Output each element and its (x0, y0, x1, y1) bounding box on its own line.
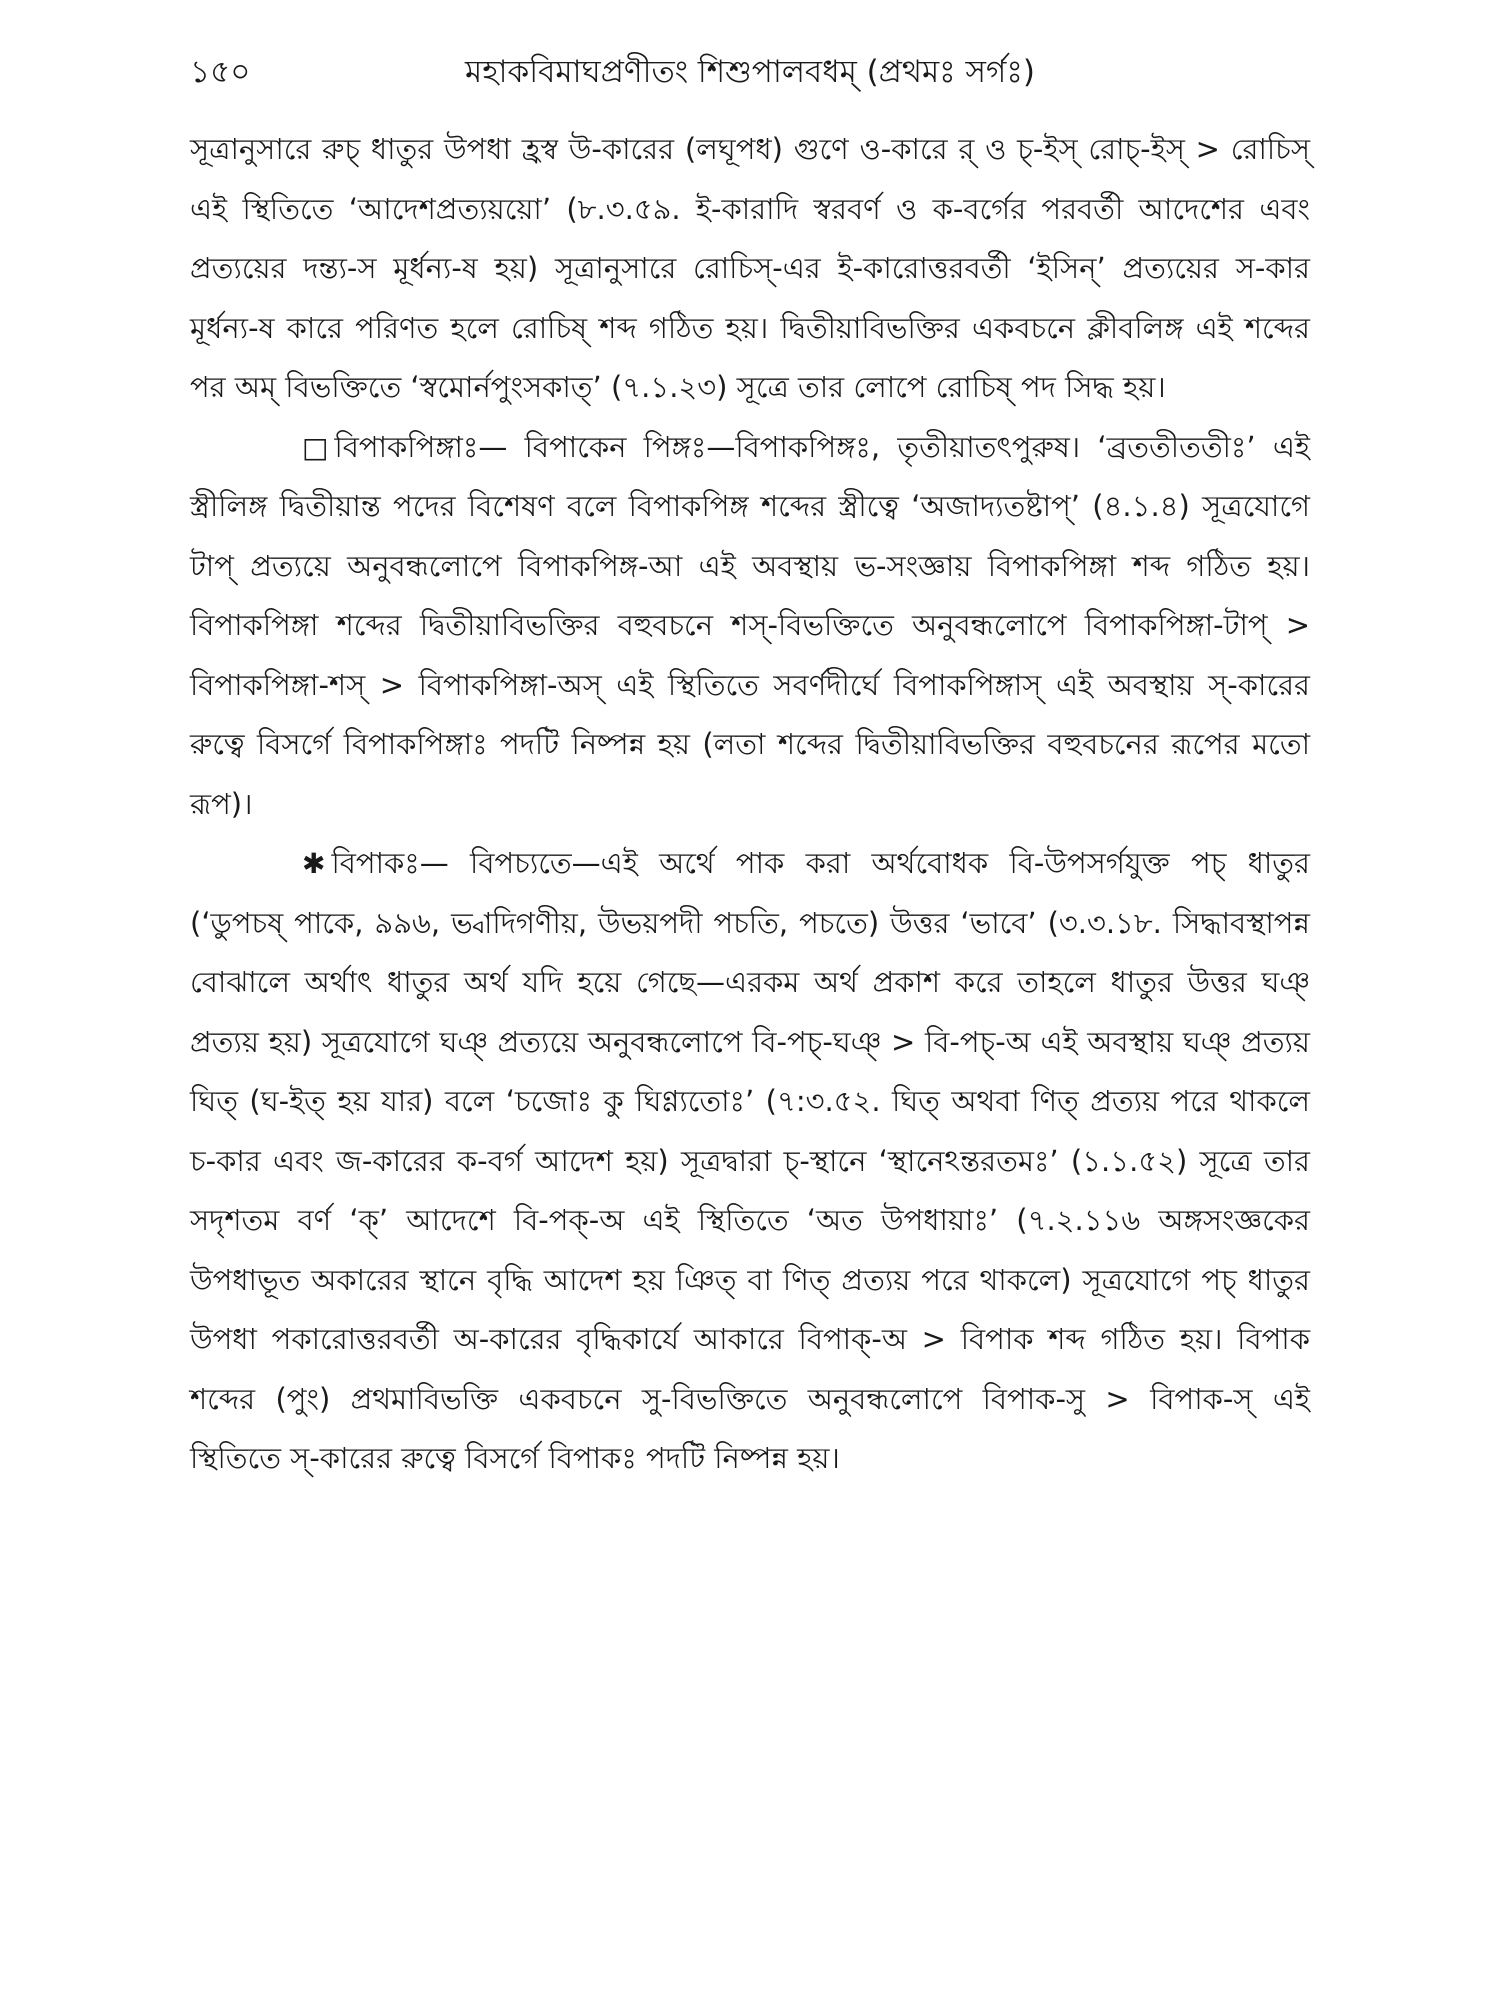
paragraph-text: সূত্রানুসারে রুচ্ ধাতুর উপধা হ্রস্ব উ-কারের (লঘূপধ) গুণে ও-কারে র্ ও চ্-ইস্ রোচ্-ইস্ > রোচিস্ এই স্থিতিতে ‘আদেশপ্রত্যয়য়ো’ (৮.৩.৫৯. ই-কারাদি স্বরবর্ণ ও ক-বর্গের পরবর্তী আদেশের এবং প্রত্যয়ের দন্ত্য-স মূর্ধন্য-ষ হয়) সূত্রানুসারে রোচিস্-এর ই-কারোত্তরবর্তী ‘ইসিন্’ প্রত্যয়ের স-কার মূর্ধন্য-ষ কারে পরিণত হলে রোচিষ্ শব্দ গঠিত হয়। দ্বিতীয়াবিভক্তির একবচনে ক্লীবলিঙ্গ এই শব্দের পর অম্ বিভক্তিতে ‘স্বমোর্নপুংসকাত্’ (৭.১.২৩) সূত্রে তার লোপে রোচিষ্ পদ সিদ্ধ হয়। (190, 132, 1310, 404)
paragraph-text: বিপাকঃ— বিপচ্যতে—এই অর্থে পাক করা অর্থবোধক বি-উপসর্গযুক্ত পচ্ ধাতুর (‘ডুপচষ্ পাকে, ৯৯৬, ভ্বাদিগণীয়, উভয়পদী পচতি, পচতে) উত্তর ‘ভাবে’ (৩.৩.১৮. সিদ্ধাবস্থাপন্ন বোঝালে অর্থাৎ ধাতুর অর্থ যদি হয়ে গেছে—এরকম অর্থ প্রকাশ করে তাহলে ধাতুর উত্তর ঘঞ্ প্রত্যয় হয়) সূত্রযোগে ঘঞ্ প্রত্যয়ে অনুবন্ধলোপে বি-পচ্-ঘঞ্ > বি-পচ্-অ এই অবস্থায় ঘঞ্ প্রত্যয় ঘিত্ (ঘ-ইত্ হয় যার) বলে ‘চজোঃ কু ঘিণ্ণ্যতোঃ’ (৭:৩.৫২. ঘিত্ অথবা ণিত্ প্রত্যয় পরে থাকলে চ-কার এবং জ-কারের ক-বর্গ আদেশ হয়) সূত্রদ্বারা চ্-স্থানে ‘স্থানেঽন্তরতমঃ’ (১.১.৫২) সূত্রে তার সদৃশতম বর্ণ ‘ক্’ আদেশে বি-পক্-অ এই স্থিতিতে ‘অত উপধায়াঃ’ (৭.২.১১৬ অঙ্গসংজ্ঞকের উপধাভূত অকারের স্থানে বৃদ্ধি আদেশ হয় ঞিত্ বা ণিত্ প্রত্যয় পরে থাকলে) সূত্রযোগে পচ্ ধাতুর উপধা পকারোত্তরবর্তী অ-কারের বৃদ্ধিকার্যে আকারে বিপাক্-অ > বিপাক শব্দ গঠিত হয়। বিপাক শব্দের (পুং) প্রথমাবিভক্তি একবচনে সু-বিভক্তিতে অনুবন্ধলোপে বিপাক-সু > বিপাক-স্ এই স্থিতিতে স্-কারের রুত্বে বিসর্গে বিপাকঃ পদটি নিষ্পন্ন হয়। (190, 846, 1310, 1475)
star-bullet-icon: ✱ (302, 847, 326, 880)
square-bullet-icon: □ (302, 430, 329, 464)
paragraph-vipakapinga (190, 418, 1310, 835)
paragraph-vipaka (190, 834, 1310, 1489)
running-header (190, 44, 1310, 100)
page-number: ১৫০ (190, 54, 251, 90)
paragraph-continuation (190, 120, 1310, 418)
paragraph-text: বিপাকপিঙ্গাঃ— বিপাকেন পিঙ্গঃ—বিপাকপিঙ্গঃ, তৃতীয়াতৎপুরুষ। ‘ব্রততীততীঃ’ এই স্ত্রীলিঙ্গ দ্বিতীয়ান্ত পদের বিশেষণ বলে বিপাকপিঙ্গ শব্দের স্ত্রীত্বে ‘অজাদ্যতষ্টাপ্’ (৪.১.৪) সূত্রযোগে টাপ্ প্রত্যয়ে অনুবন্ধলোপে বিপাকপিঙ্গ-আ এই অবস্থায় ভ-সংজ্ঞায় বিপাকপিঙ্গা শব্দ গঠিত হয়। বিপাকপিঙ্গা শব্দের দ্বিতীয়াবিভক্তির বহুবচনে শস্-বিভক্তিতে অনুবন্ধলোপে বিপাকপিঙ্গা-টাপ্ > বিপাকপিঙ্গা-শস্ > বিপাকপিঙ্গা-অস্ এই স্থিতিতে সবর্ণদীর্ঘে বিপাকপিঙ্গাস্ এই অবস্থায় স্-কারের রুত্বে বিসর্গে বিপাকপিঙ্গাঃ পদটি নিষ্পন্ন হয় (লতা শব্দের দ্বিতীয়াবিভক্তির বহুবচনের রূপের মতো রূপ)। (190, 429, 1310, 821)
running-title: মহাকবিমাঘপ্রণীতং শিশুপালবধম্ (প্রথমঃ সর্গঃ) (465, 54, 1035, 90)
